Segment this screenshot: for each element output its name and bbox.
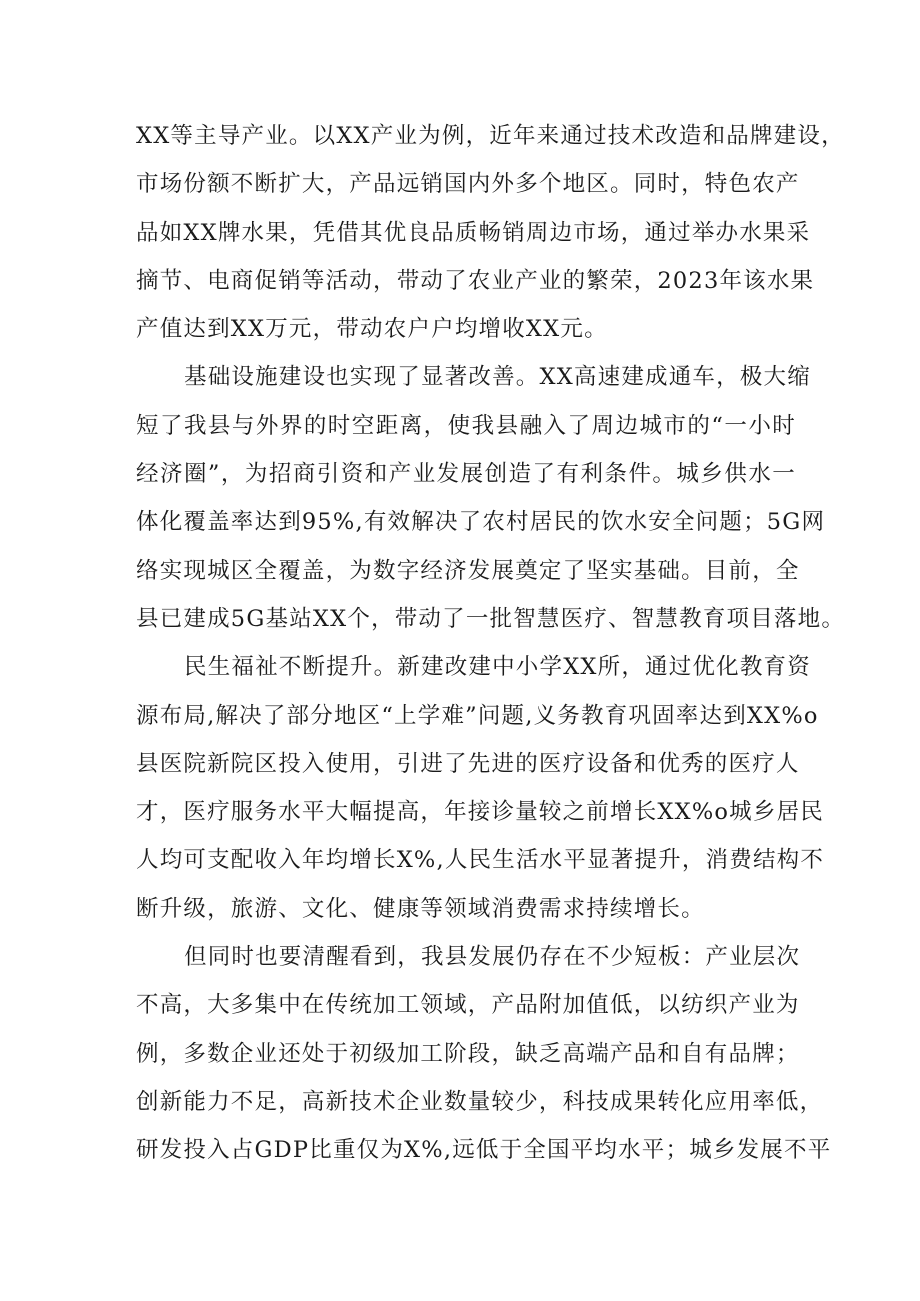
paragraph-industry bbox=[136, 112, 845, 353]
text-line: 品如XX牌水果，凭借其优良品质畅销周边市场，通过举办水果采 bbox=[136, 219, 811, 246]
text-line: 才，医疗服务水平大幅提高，年接诊量较之前增长XX%o城乡居民 bbox=[136, 799, 824, 826]
text-line: 不高，大多集中在传统加工领域，产品附加值低，以纺织产业为 bbox=[136, 992, 800, 1019]
text-line: 体化覆盖率达到95%,有效解决了农村居民的饮水安全问题；5G网 bbox=[136, 509, 826, 536]
paragraph-shortcomings bbox=[136, 933, 832, 1174]
text-line: 经济圈”，为招商引资和产业发展创造了有利条件。城乡供水一 bbox=[136, 461, 796, 488]
text-line: 市场份额不断扩大，产品远销国内外多个地区。同时，特色农产 bbox=[136, 171, 800, 198]
text-line: 摘节、电商促销等活动，带动了农业产业的繁荣，2023年该水果 bbox=[136, 267, 815, 294]
text-line: 络实现城区全覆盖，为数字经济发展奠定了坚实基础。目前，全 bbox=[136, 557, 800, 584]
text-line: 县已建成5G基站XX个，带动了一批智慧医疗、智慧教育项目落地。 bbox=[136, 605, 846, 632]
text-line: 但同时也要清醒看到，我县发展仍存在不少短板：产业层次 bbox=[184, 944, 801, 971]
text-line: 研发投入占GDP比重仅为X%,远低于全国平均水平；城乡发展不平 bbox=[136, 1137, 832, 1164]
text-line: 县医院新院区投入使用，引进了先进的医疗设备和优秀的医疗人 bbox=[136, 750, 800, 777]
text-line: 断升级，旅游、文化、健康等领域消费需求持续增长。 bbox=[136, 895, 705, 922]
text-line: 短了我县与外界的时空距离，使我县融入了周边城市的“一小时 bbox=[136, 412, 796, 439]
text-line: XX等主导产业。以XX产业为例，近年来通过技术改造和品牌建设， bbox=[136, 123, 845, 149]
text-line: 创新能力不足，高新技术企业数量较少，科技成果转化应用率低， bbox=[136, 1088, 824, 1115]
body-text bbox=[136, 112, 846, 1175]
text-line: 源布局,解决了部分地区“上学难”问题,义务教育巩固率达到XX%o bbox=[136, 702, 819, 729]
text-line: 人均可支配收入年均增长X%,人民生活水平显著提升，消费结构不 bbox=[136, 847, 825, 874]
text-line: 产值达到XX万元，带动农户户均增收XX元。 bbox=[136, 316, 608, 343]
paragraph-livelihood bbox=[136, 643, 825, 933]
text-line: 民生福祉不断提升。新建改建中小学XX所，通过优化教育资 bbox=[184, 654, 811, 681]
text-line: 基础设施建设也实现了显著改善。XX高速建成通车，极大缩 bbox=[184, 364, 811, 391]
paragraph-infrastructure bbox=[136, 353, 846, 643]
text-line: 例，多数企业还处于初级加工阶段，缺乏高端产品和自有品牌； bbox=[136, 1040, 800, 1067]
